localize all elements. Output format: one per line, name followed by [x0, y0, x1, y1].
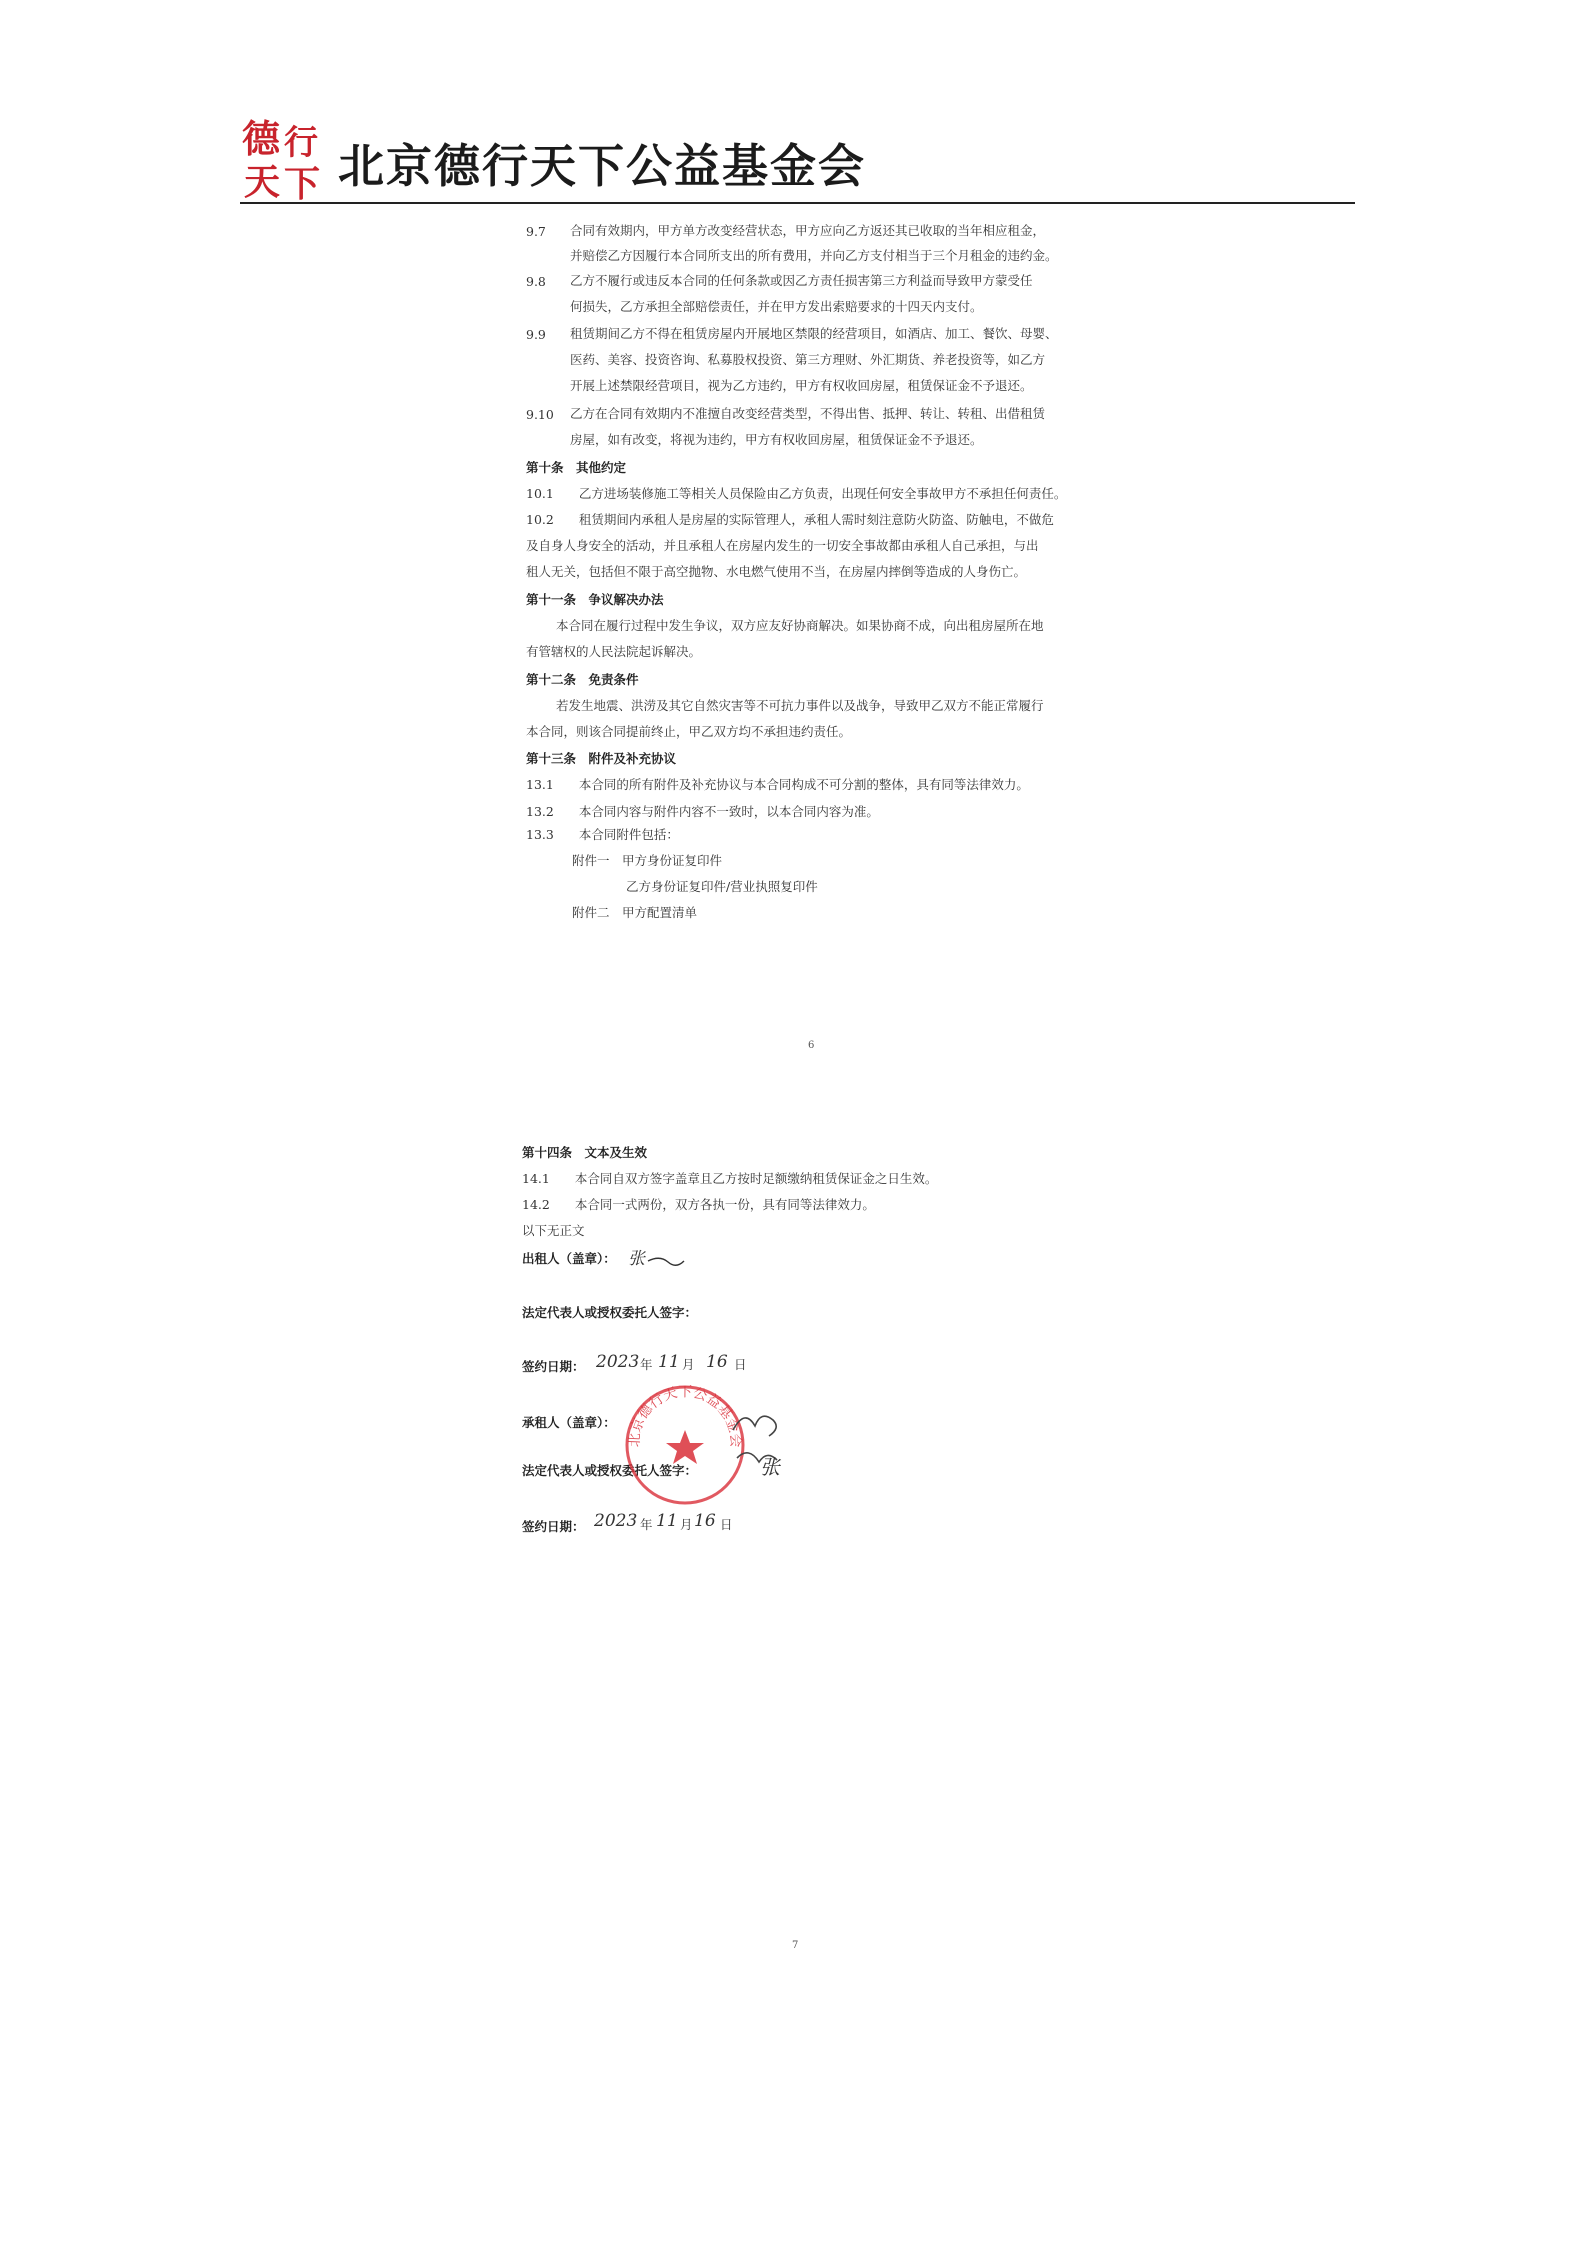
- clause-number: 9.10: [526, 407, 554, 422]
- clause-14-1: 14.1 本合同自双方签字盖章且乙方按时足额缴纳租赁保证金之日生效。: [522, 1171, 938, 1186]
- article-10-heading: 第十条 其他约定: [526, 460, 627, 475]
- page-number: 6: [808, 1040, 815, 1051]
- scanned-page-7: [460, 1145, 1100, 2015]
- date-month: 11: [656, 1511, 678, 1531]
- attachment-1-b: 乙方身份证复印件/营业执照复印件: [626, 879, 818, 894]
- date-label-lessee: 签约日期：: [522, 1519, 585, 1534]
- article-13-heading: 第十三条 附件及补充协议: [526, 751, 677, 766]
- lessee-signature: 张: [760, 1455, 780, 1479]
- attachment-2: 附件二 甲方配置清单: [572, 905, 698, 920]
- clause-text: 乙方不履行或违反本合同的任何条款或因乙方责任损害第三方利益而导致甲方蒙受任: [570, 273, 1033, 288]
- svg-text:下: 下: [284, 164, 321, 202]
- date-day: 16: [706, 1352, 728, 1372]
- seal-text: 北京德行天下公益基金会: [626, 1384, 744, 1448]
- svg-text:德: 德: [242, 117, 281, 161]
- article-12-text: 若发生地震、洪涝及其它自然灾害等不可抗力事件以及战争，导致甲乙双方不能正常履行: [556, 698, 1044, 713]
- header-divider: [240, 202, 1355, 204]
- clause-13-3: 13.3 本合同附件包括：: [526, 827, 679, 842]
- svg-text:行: 行: [284, 123, 318, 163]
- lessor-signature: 张: [628, 1249, 645, 1269]
- lessor-seal-label: 出租人（盖章）：: [522, 1251, 616, 1266]
- letterhead: [240, 112, 1355, 202]
- date-year: 2023: [596, 1352, 640, 1372]
- date-month-unit: 月: [680, 1517, 693, 1532]
- clause-text: 房屋，如有改变，将视为违约，甲方有权收回房屋，租赁保证金不予退还。: [570, 432, 983, 447]
- article-11-heading: 第十一条 争议解决办法: [526, 592, 664, 607]
- clause-13-1: 13.1 本合同的所有附件及补充协议与本合同构成不可分割的整体，具有同等法律效力。: [526, 777, 1029, 792]
- clause-text: 合同有效期内，甲方单方改变经营状态，甲方应向乙方返还其已收取的当年相应租金，: [570, 223, 1046, 238]
- clause-10-2: 租人无关，包括但不限于高空抛物、水电燃气使用不当，在房屋内摔倒等造成的人身伤亡。: [526, 564, 1027, 579]
- clause-10-2: 10.2 租赁期间内承租人是房屋的实际管理人，承租人需时刻注意防火防盗、防触电，不做危: [526, 512, 1054, 527]
- signature-stroke-icon: [646, 1253, 686, 1267]
- legal-rep-label-lessor: 法定代表人或授权委托人签字：: [522, 1305, 698, 1320]
- date-month: 11: [658, 1352, 680, 1372]
- attachment-1: 附件一 甲方身份证复印件: [572, 853, 723, 868]
- clause-13-2: 13.2 本合同内容与附件内容不一致时，以本合同内容为准。: [526, 804, 879, 819]
- clause-text: 开展上述禁限经营项目，视为乙方违约，甲方有权收回房屋，租赁保证金不予退还。: [570, 378, 1033, 393]
- organization-name: 北京德行天下公益基金会: [338, 139, 866, 193]
- date-day: 16: [694, 1511, 716, 1531]
- clause-text: 何损失，乙方承担全部赔偿责任，并在甲方发出索赔要求的十四天内支付。: [570, 299, 983, 314]
- date-year-unit: 年: [640, 1357, 653, 1372]
- clause-text: 并赔偿乙方因履行本合同所支出的所有费用，并向乙方支付相当于三个月租金的违约金。: [570, 248, 1058, 263]
- legal-rep-label-lessee: 法定代表人或授权委托人签字：: [522, 1463, 698, 1478]
- clause-number: 9.7: [526, 224, 546, 239]
- foundation-logo-icon: [240, 112, 330, 202]
- article-11-text: 有管辖权的人民法院起诉解决。: [526, 644, 702, 659]
- no-further-text: 以下无正文: [522, 1223, 585, 1238]
- clause-14-2: 14.2 本合同一式两份，双方各执一份，具有同等法律效力。: [522, 1197, 875, 1212]
- date-month-unit: 月: [682, 1357, 695, 1372]
- article-11-text: 本合同在履行过程中发生争议，双方应友好协商解决。如果协商不成，向出租房屋所在地: [556, 618, 1044, 633]
- date-label-lessor: 签约日期：: [522, 1359, 585, 1374]
- clause-10-1: 10.1 乙方进场装修施工等相关人员保险由乙方负责，出现任何安全事故甲方不承担任何责任。: [526, 486, 1067, 501]
- svg-text:天: 天: [244, 162, 281, 202]
- date-day-unit: 日: [720, 1517, 733, 1532]
- clause-number: 9.8: [526, 274, 546, 289]
- article-12-heading: 第十二条 免责条件: [526, 672, 639, 687]
- date-year-unit: 年: [640, 1517, 653, 1532]
- article-14-heading: 第十四条 文本及生效: [522, 1145, 648, 1160]
- clause-number: 9.9: [526, 327, 546, 342]
- page-number: 7: [792, 1940, 799, 1951]
- clause-text: 乙方在合同有效期内不准擅自改变经营类型，不得出售、抵押、转让、转租、出借租赁: [570, 406, 1046, 421]
- clause-10-2: 及自身人身安全的活动，并且承租人在房屋内发生的一切安全事故都由承租人自己承担，与出: [526, 538, 1039, 553]
- article-12-text: 本合同，则该合同提前终止，甲乙双方均不承担违约责任。: [526, 724, 852, 739]
- clause-text: 医药、美容、投资咨询、私募股权投资、第三方理财、外汇期货、养老投资等，如乙方: [570, 352, 1046, 367]
- scanned-page-6: [470, 210, 1130, 1110]
- lessee-seal-label: 承租人（盖章）：: [522, 1415, 616, 1430]
- date-year: 2023: [594, 1511, 638, 1531]
- clause-text: 租赁期间乙方不得在租赁房屋内开展地区禁限的经营项目，如酒店、加工、餐饮、母婴、: [570, 326, 1058, 341]
- date-day-unit: 日: [734, 1357, 747, 1372]
